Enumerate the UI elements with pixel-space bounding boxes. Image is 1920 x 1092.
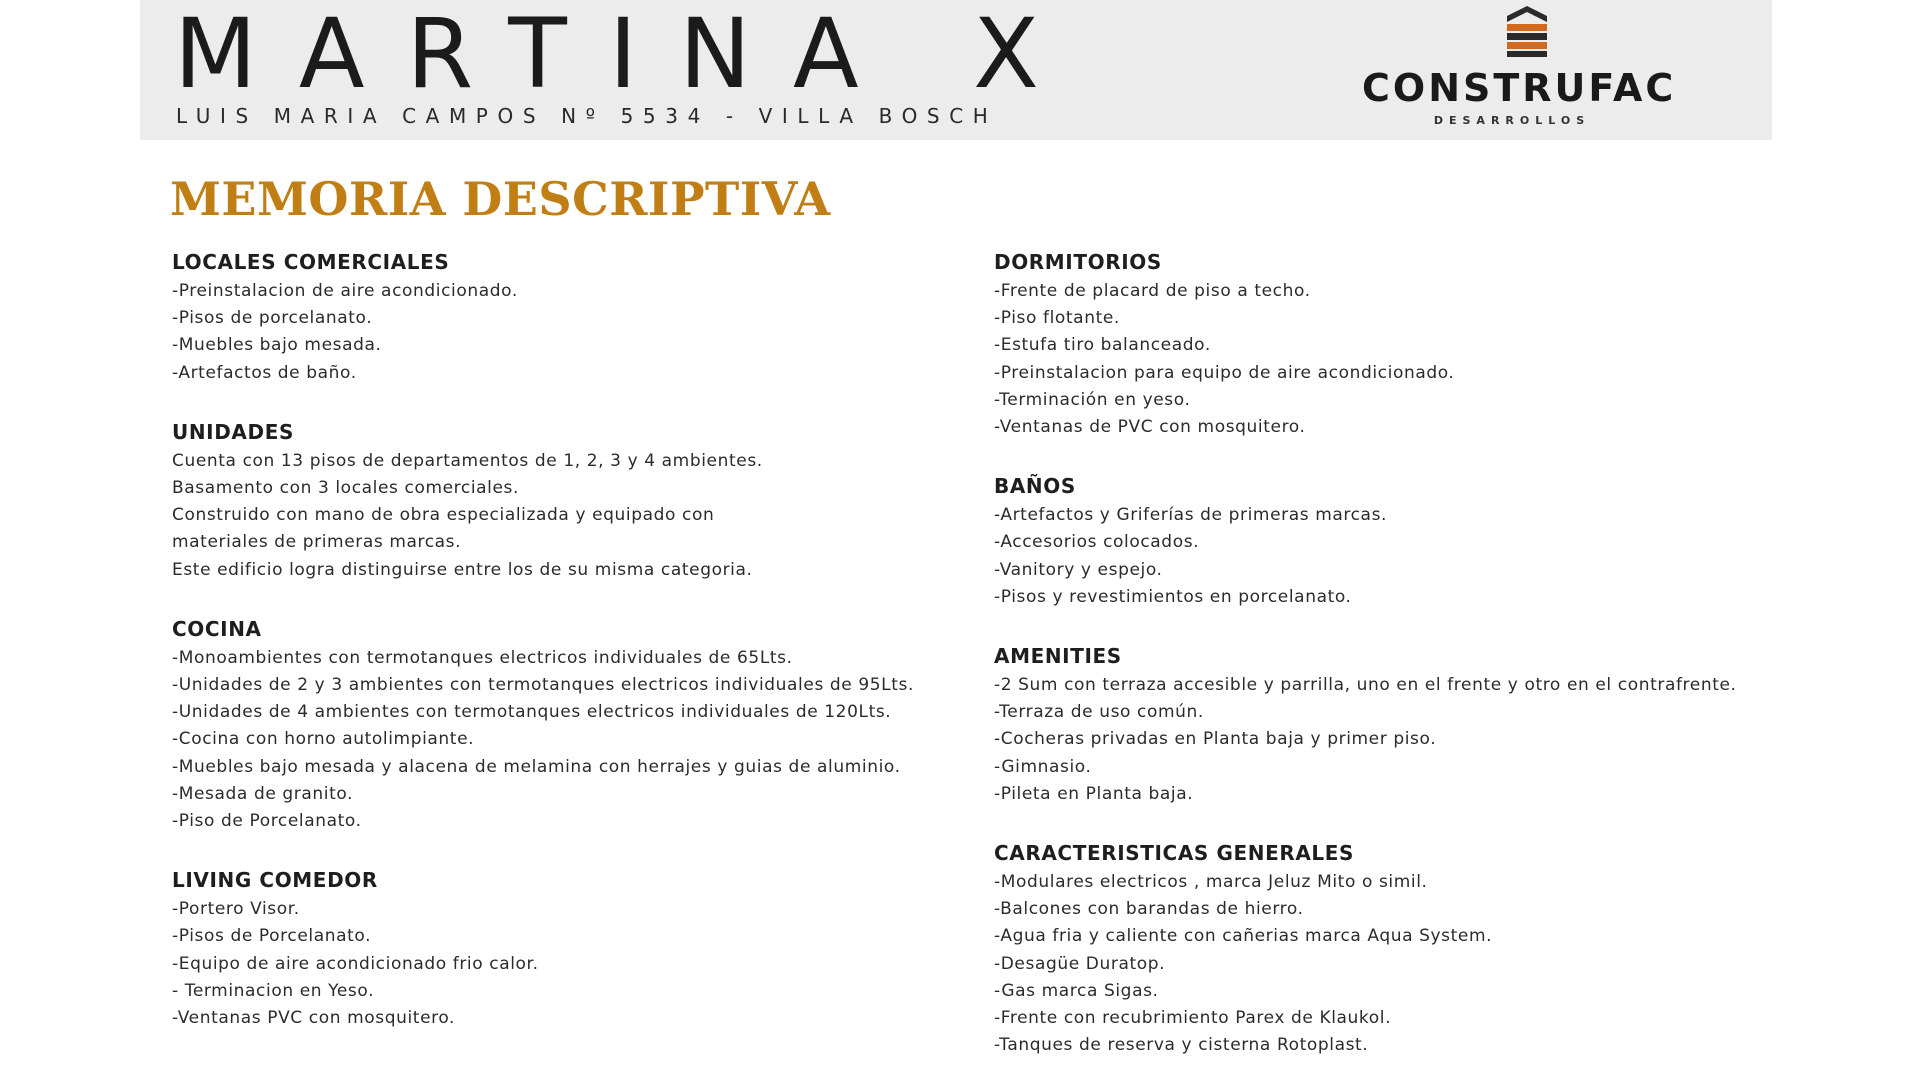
company-logo: [1362, 0, 1682, 140]
feature-item: -Ventanas de PVC con mosquitero.: [994, 417, 1306, 438]
feature-item: -Agua fria y caliente con cañerias marca Aqua System.: [994, 926, 1493, 947]
section-heading: AMENITIES: [994, 644, 1122, 669]
right-column: [994, 250, 1794, 1092]
feature-item: -Piso de Porcelanato.: [172, 811, 362, 832]
feature-item: -Pisos de porcelanato.: [172, 308, 373, 329]
feature-item: -Monoambientes con termotanques electricos individuales de 65Lts.: [172, 647, 793, 668]
feature-item: -Pisos de Porcelanato.: [172, 926, 372, 947]
feature-item: -Frente con recubrimiento Parex de Klaukol.: [994, 1008, 1392, 1029]
feature-item: -Piso flotante.: [994, 308, 1120, 329]
feature-list: [994, 278, 1794, 441]
feature-list: [172, 896, 952, 1032]
building-stack-icon: [1501, 2, 1553, 58]
section-heading: LOCALES COMERCIALES: [172, 250, 450, 274]
feature-item: - Terminacion en Yeso.: [172, 980, 375, 1001]
feature-item: -Artefactos de baño.: [172, 362, 357, 383]
feature-list: [172, 645, 952, 835]
feature-item: -Pisos y revestimientos en porcelanato.: [994, 586, 1352, 607]
feature-item: -Equipo de aire acondicionado frio calor.: [172, 953, 539, 974]
feature-item: -Terraza de uso común.: [994, 702, 1204, 723]
project-address: LUIS MARIA CAMPOS Nº 5534 - VILLA BOSCH: [176, 104, 998, 128]
feature-item: -Pileta en Planta baja.: [994, 783, 1194, 804]
feature-item: materiales de primeras marcas.: [172, 532, 462, 553]
feature-item: -Frente de placard de piso a techo.: [994, 281, 1311, 301]
section-heading: LIVING COMEDOR: [172, 868, 378, 893]
section-heading: COCINA: [172, 616, 262, 641]
left-column: [172, 250, 952, 1065]
feature-item: -Tanques de reserva y cisterna Rotoplast.: [994, 1035, 1369, 1056]
project-title: MARTINA X: [174, 0, 1081, 110]
feature-list: [994, 672, 1794, 808]
section-banos: [994, 474, 1794, 611]
feature-item: -Cocheras privadas en Planta baja y primer piso.: [994, 729, 1437, 750]
feature-item: Construido con mano de obra especializada y equipado con: [172, 505, 715, 526]
section-dormitorios: [994, 250, 1794, 441]
feature-item: Este edificio logra distinguirse entre los de su misma categoria.: [172, 559, 753, 580]
feature-item: -Muebles bajo mesada.: [172, 335, 382, 356]
feature-item: -Accesorios colocados.: [994, 532, 1200, 553]
feature-item: Cuenta con 13 pisos de departamentos de 1, 2, 3 y 4 ambientes.: [172, 450, 763, 471]
logo-wordmark: CONSTRUFAC: [1362, 66, 1677, 110]
feature-item: -Artefactos y Griferías de primeras marcas.: [994, 505, 1388, 526]
feature-item: -Mesada de granito.: [172, 783, 354, 804]
section-heading: DORMITORIOS: [994, 250, 1162, 274]
feature-item: -Preinstalacion de aire acondicionado.: [172, 281, 518, 301]
section-heading: CARACTERISTICAS GENERALES: [994, 841, 1355, 866]
section-cocina: [172, 617, 952, 835]
feature-item: -Unidades de 2 y 3 ambientes con termotanques electricos individuales de 95Lts.: [172, 675, 914, 696]
feature-list: [994, 869, 1794, 1059]
feature-item: -Portero Visor.: [172, 899, 300, 920]
section-amenities: [994, 644, 1794, 808]
feature-item: -Terminación en yeso.: [994, 389, 1191, 410]
section-locales-comerciales: [172, 250, 952, 387]
logo-subtitle: DESARROLLOS: [1433, 114, 1591, 127]
section-heading: UNIDADES: [172, 419, 294, 444]
feature-item: -Desagüe Duratop.: [994, 953, 1166, 974]
section-unidades: [172, 420, 952, 584]
feature-item: -Modulares electricos , marca Jeluz Mito o simil.: [994, 872, 1428, 893]
feature-item: -Preinstalacion para equipo de aire acondicionado.: [994, 362, 1455, 383]
feature-item: -Cocina con horno autolimpiante.: [172, 729, 475, 750]
feature-item: -Gimnasio.: [994, 756, 1092, 777]
feature-item: -2 Sum con terraza accesible y parrilla, uno en el frente y otro en el contrafrente.: [994, 675, 1737, 696]
feature-item: -Gas marca Sigas.: [994, 980, 1159, 1001]
page-title: MEMORIA DESCRIPTIVA: [170, 172, 831, 226]
feature-list: [172, 448, 952, 584]
section-living-comedor: [172, 868, 952, 1032]
feature-item: Basamento con 3 locales comerciales.: [172, 478, 520, 499]
feature-item: -Ventanas PVC con mosquitero.: [172, 1008, 456, 1029]
feature-list: [994, 502, 1794, 611]
section-caracteristicas-generales: [994, 841, 1794, 1059]
feature-item: -Estufa tiro balanceado.: [994, 335, 1211, 356]
header-banner: [140, 0, 1772, 140]
feature-item: -Balcones con barandas de hierro.: [994, 899, 1304, 920]
section-heading: BAÑOS: [994, 474, 1076, 499]
feature-item: -Vanitory y espejo.: [994, 559, 1163, 580]
feature-item: -Muebles bajo mesada y alacena de melamina con herrajes y guias de aluminio.: [172, 756, 901, 777]
feature-list: [172, 278, 952, 387]
feature-item: -Unidades de 4 ambientes con termotanques electricos individuales de 120Lts.: [172, 702, 892, 723]
